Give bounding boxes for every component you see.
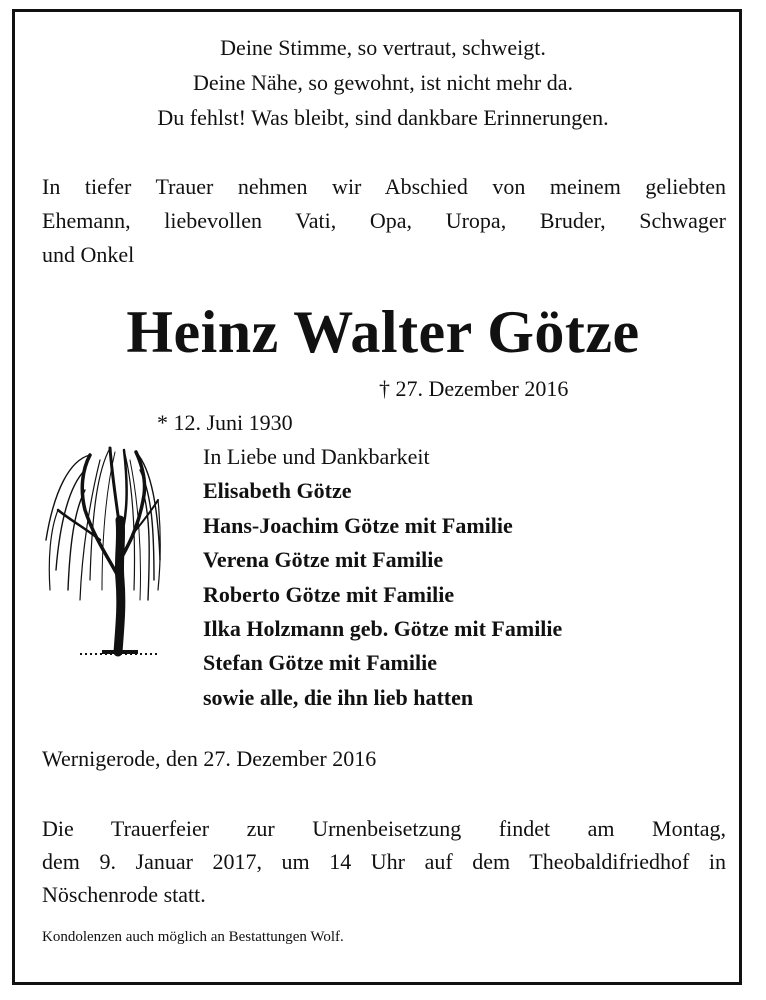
poem-line: Du fehlst! Was bleibt, sind dankbare Erinnerungen. — [157, 105, 609, 130]
tree-icon — [40, 440, 162, 662]
poem-line: Deine Nähe, so gewohnt, ist nicht mehr da. — [192, 70, 573, 95]
intro-text — [42, 170, 726, 272]
intro-line: In tiefer Trauer nehmen wir Abschied von meinem geliebten — [42, 174, 726, 199]
birth-date: * 12. Juni 1930 — [157, 410, 293, 435]
funeral-info — [42, 812, 726, 911]
intro-line: und Onkel — [42, 242, 135, 267]
mourner-name: Elisabeth Götze — [203, 478, 352, 504]
mourner-name: Stefan Götze mit Familie — [203, 650, 437, 676]
deceased-name: Heinz Walter Götze — [126, 299, 640, 365]
intro-line: Ehemann, liebevollen Vati, Opa, Uropa, Bruder, Schwager — [42, 208, 726, 233]
funeral-line: Die Trauerfeier zur Urnenbeisetzung findet am Montag, — [42, 816, 726, 841]
funeral-line: Nöschenrode statt. — [42, 882, 206, 907]
mourner-name: sowie alle, die ihn lieb hatten — [203, 684, 474, 710]
funeral-line: dem 9. Januar 2017, um 14 Uhr auf dem Theobaldifriedhof in — [42, 849, 726, 874]
mourners-lead: In Liebe und Dankbarkeit — [203, 444, 430, 469]
mourner-name: Roberto Götze mit Familie — [203, 581, 455, 607]
mourner-name: Verena Götze mit Familie — [203, 547, 444, 573]
death-date: † 27. Dezember 2016 — [379, 376, 569, 401]
mourners-list — [203, 440, 562, 715]
mourner-name: Ilka Holzmann geb. Götze mit Familie — [203, 616, 563, 642]
mourner-name: Hans-Joachim Götze mit Familie — [203, 512, 513, 538]
condolence-note: Kondolenzen auch möglich an Bestattungen Wolf. — [42, 929, 344, 945]
poem-line: Deine Stimme, so vertraut, schweigt. — [220, 35, 546, 60]
poem — [0, 30, 766, 135]
place-date: Wernigerode, den 27. Dezember 2016 — [42, 746, 377, 771]
